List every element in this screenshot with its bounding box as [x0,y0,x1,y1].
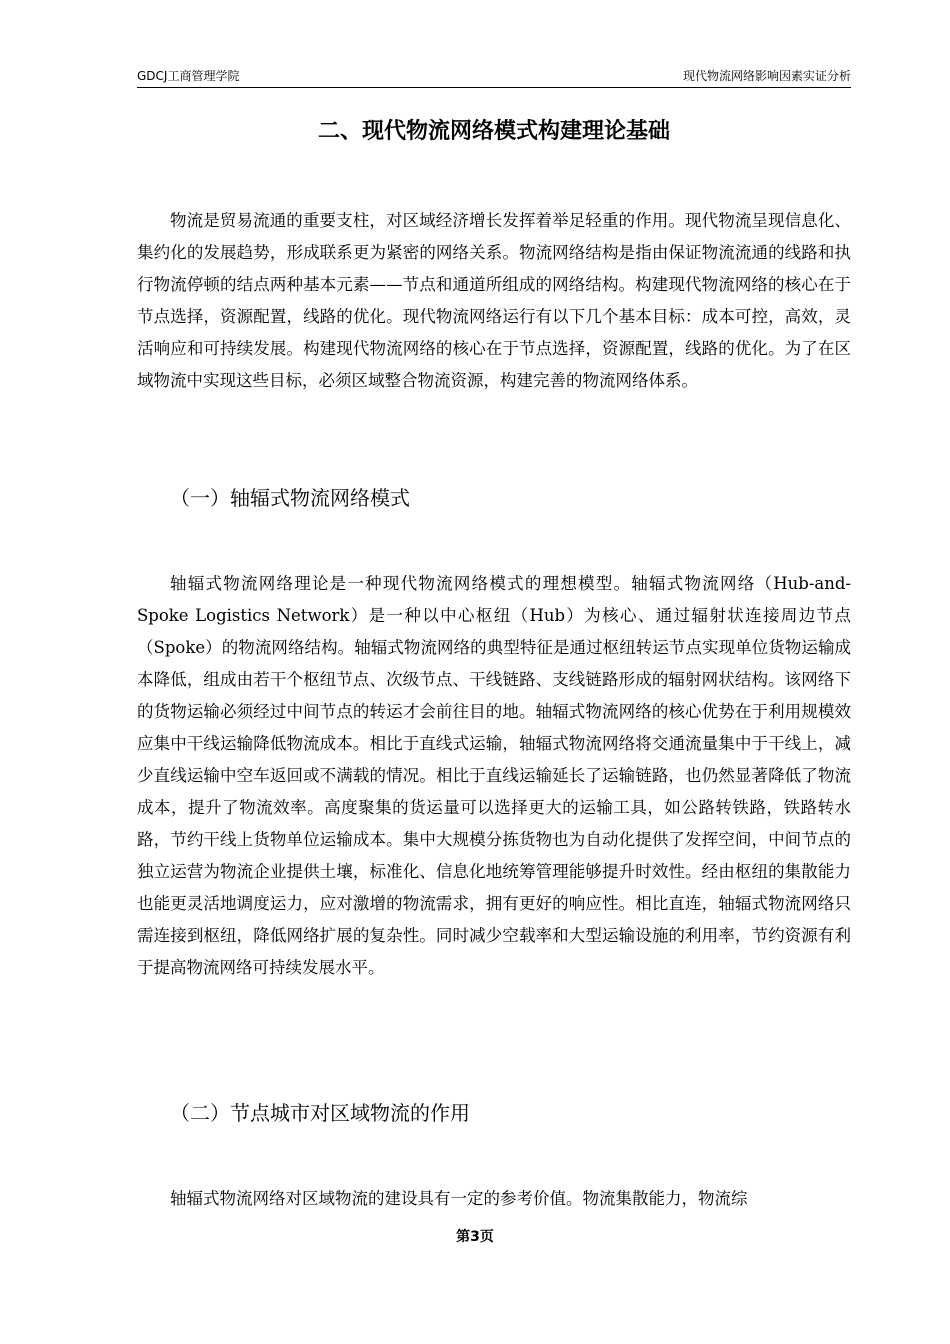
section-heading-node-cities: （二）节点城市对区域物流的作用 [170,1101,470,1125]
chapter-title: 二、现代物流网络模式构建理论基础 [317,119,670,144]
intro-paragraph: 物流是贸易流通的重要支柱，对区域经济增长发挥着举足轻重的作用。现代物流呈现信息化、集约化的发展趋势，形成联系更为紧密的网络关系。物流网络结构是指由保证物流流通的线路和执行物流停顿的结点两种基本元素——节点和通道所组成的网络结构。构建现代物流网络的核心在于节点选择，资源配置，线路的优化。现代物流网络运行有以下几个基本目标：成本可控，高效，灵活响应和可持续发展。构建现代物流网络的核心在于节点选择，资源配置，线路的优化。为了在区域物流中实现这些目标，必须区域整合物流资源，构建完善的物流网络体系。 [137,211,851,390]
header-document-title: 现代物流网络影响因素实证分析 [682,69,851,83]
page-number: 第3页 [456,1229,494,1245]
section-paragraph-hub-and-spoke: 轴辐式物流网络理论是一种现代物流网络模式的理想模型。轴辐式物流网络（Hub-and-Spoke Logistics Network）是一种以中心枢纽（Hub）为核心、通过辐射状连接周边节点（Spoke）的物流网络结构。轴辐式物流网络的典型特征是通过枢纽转运节点实现单位货物运输成本降低，组成由若干个枢纽节点、次级节点、干线链路、支线链路形成的辐射网状结构。该网络下的货物运输必须经过中间节点的转运才会前往目的地。轴辐式物流网络的核心优势在于利用规模效应集中干线运输降低物流成本。相比于直线式运输，轴辐式物流网络将交通流量集中于干线上，减少直线运输中空车返回或不满载的情况。相比于直线运输延长了运输链路，也仍然显著降低了物流成本，提升了物流效率。高度聚集的货运量可以选择更大的运输工具，如公路转铁路，铁路转水路，节约干线上货物单位运输成本。集中大规模分拣货物也为自动化提供了发挥空间，中间节点的独立运营为物流企业提供土壤，标准化、信息化地统筹管理能够提升时效性。经由枢纽的集散能力也能更灵活地调度运力，应对激增的物流需求，拥有更好的响应性。相比直连，轴辐式物流网络只需连接到枢纽，降低网络扩展的复杂性。同时减少空载率和大型运输设施的利用率，节约资源有利于提高物流网络可持续发展水平。 [137,574,851,977]
header-institution: GDCJ工商管理学院 [137,69,240,83]
section-paragraph-node-cities: 轴辐式物流网络对区域物流的建设具有一定的参考价值。物流集散能力，物流综 [170,1189,748,1208]
page-header [137,68,851,88]
section-heading-hub-and-spoke: （一）轴辐式物流网络模式 [170,486,410,510]
